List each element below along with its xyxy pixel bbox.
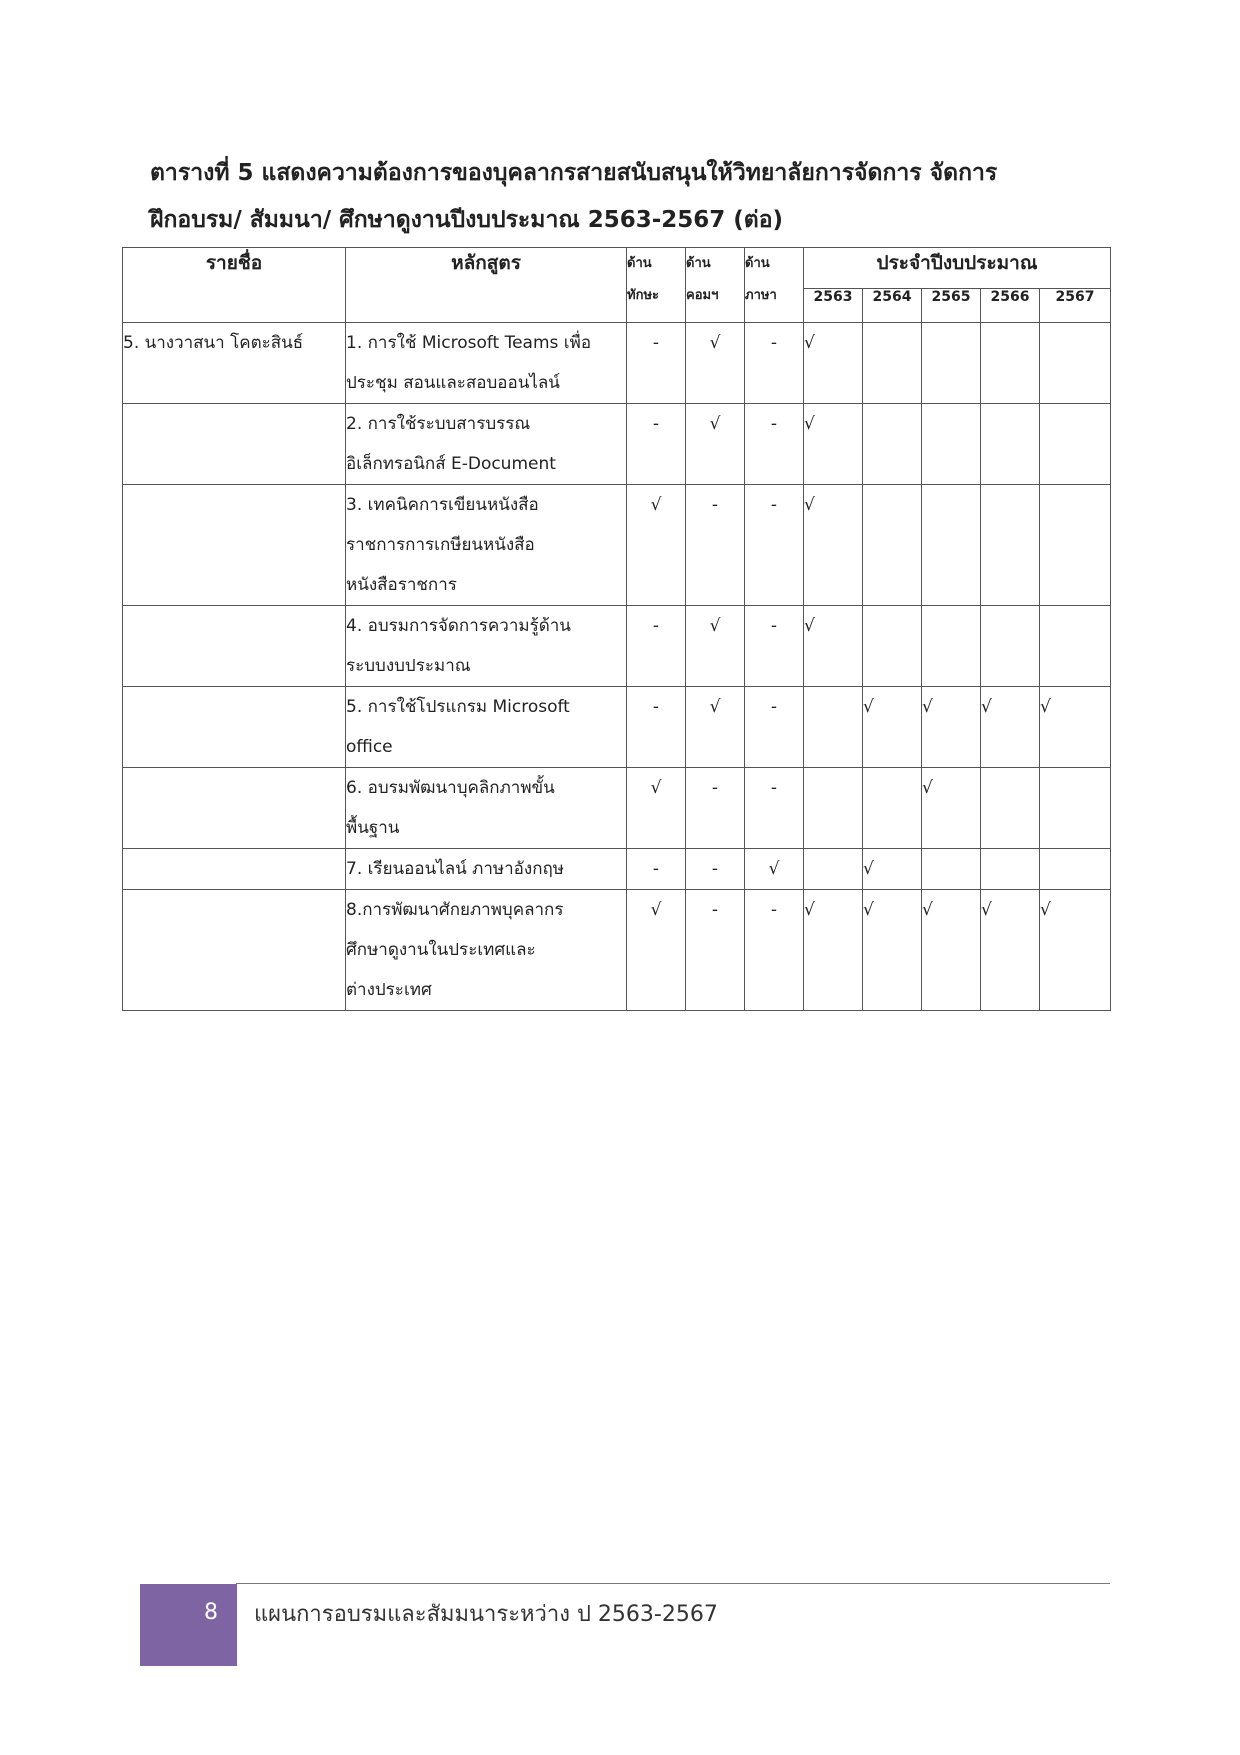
title-line-1: ตารางที่ 5 แสดงความต้องการของบุคลากรสายสนับสนุนให้วิทยาลัยการจัดการ จัดการ [150,160,998,186]
course-cell [346,687,627,768]
person-name-cell [123,768,346,849]
computer-mark-cell: √ [686,606,745,687]
footer-page-number: 8 [204,1600,218,1625]
year-mark-cell: √ [922,890,981,1011]
header-year: 2565 [922,289,981,323]
skill-mark-cell: √ [627,768,686,849]
header-course: หลักสูตร [346,248,627,323]
year-mark-cell [863,323,922,404]
table-row [123,890,1111,1011]
course-line: ระบบงบประมาณ [346,656,471,676]
table-row [123,687,1111,768]
year-mark-cell: √ [981,687,1040,768]
header-name: รายชื่อ [123,248,346,323]
course-cell [346,768,627,849]
language-mark-cell: - [745,404,804,485]
year-mark-cell [1040,404,1111,485]
year-mark-cell [981,323,1040,404]
course-line: ราชการการเกษียนหนังสือ [346,535,535,555]
year-mark-cell [981,606,1040,687]
course-line: ต่างประเทศ [346,980,432,1000]
person-name-cell: 5. นางวาสนา โคตะสินธ์ [123,323,346,404]
course-line: 3. เทคนิคการเขียนหนังสือ [346,495,539,515]
language-mark-cell: - [745,687,804,768]
language-mark-cell: √ [745,849,804,890]
skill-mark-cell: - [627,849,686,890]
year-mark-cell: √ [804,485,863,606]
computer-mark-cell: - [686,485,745,606]
skill-mark-cell: - [627,323,686,404]
course-line: 7. เรียนออนไลน์ ภาษาอังกฤษ [346,859,564,879]
header-language: ด้าน ภาษา [745,248,804,323]
year-mark-cell [922,606,981,687]
header-year: 2564 [863,289,922,323]
year-mark-cell [922,485,981,606]
computer-mark-cell: √ [686,323,745,404]
language-mark-cell: - [745,890,804,1011]
year-mark-cell: √ [804,606,863,687]
person-name-cell [123,485,346,606]
year-mark-cell [981,404,1040,485]
language-mark-cell: - [745,485,804,606]
computer-mark-cell: - [686,768,745,849]
year-mark-cell: √ [922,687,981,768]
person-name-cell [123,606,346,687]
course-cell [346,485,627,606]
page-title [150,150,1110,244]
course-line: office [346,737,393,757]
year-mark-cell [922,404,981,485]
header-year: 2566 [981,289,1040,323]
table-row [123,606,1111,687]
course-line: ศึกษาดูงานในประเทศและ [346,940,536,960]
course-line: พื้นฐาน [346,818,400,838]
footer-rule [236,1583,1110,1584]
year-mark-cell [863,606,922,687]
header-computer: ด้าน คอมฯ [686,248,745,323]
year-mark-cell [863,485,922,606]
year-mark-cell [804,768,863,849]
course-line: 8.การพัฒนาศักยภาพบุคลากร [346,900,564,920]
year-mark-cell [804,849,863,890]
year-mark-cell [922,849,981,890]
year-mark-cell: √ [1040,687,1111,768]
year-mark-cell: √ [804,323,863,404]
table-row [123,404,1111,485]
table-row [123,849,1111,890]
language-mark-cell: - [745,768,804,849]
footer-page-box [140,1584,237,1666]
course-line: หนังสือราชการ [346,575,457,595]
computer-mark-cell: √ [686,687,745,768]
course-line: 1. การใช้ Microsoft Teams เพื่อ [346,333,592,353]
table-row [123,768,1111,849]
year-mark-cell [922,323,981,404]
skill-mark-cell: - [627,404,686,485]
year-mark-cell [863,768,922,849]
training-plan-table [122,247,1111,1011]
year-mark-cell [804,687,863,768]
title-line-2: ฝึกอบรม/ สัมมนา/ ศึกษาดูงานปีงบประมาณ 2563-2567 (ต่อ) [150,207,784,233]
year-mark-cell [981,485,1040,606]
person-name-cell [123,849,346,890]
year-mark-cell: √ [863,687,922,768]
language-mark-cell: - [745,323,804,404]
course-line: 2. การใช้ระบบสารบรรณ [346,414,531,434]
person-name-cell [123,404,346,485]
skill-mark-cell: - [627,606,686,687]
header-year: 2567 [1040,289,1111,323]
computer-mark-cell: √ [686,404,745,485]
year-mark-cell [1040,323,1111,404]
course-line: อิเล็กทรอนิกส์ E-Document [346,454,556,474]
table-row [123,485,1111,606]
year-mark-cell: √ [863,849,922,890]
footer-document-title: แผนการอบรมและสัมมนาระหว่าง ป 2563-2567 [254,1602,718,1627]
skill-mark-cell: - [627,687,686,768]
course-cell [346,606,627,687]
year-mark-cell [1040,849,1111,890]
year-mark-cell: √ [863,890,922,1011]
person-name-cell [123,890,346,1011]
year-mark-cell [1040,768,1111,849]
course-line: 5. การใช้โปรแกรม Microsoft [346,697,570,717]
header-budget-year: ประจำปีงบประมาณ [804,248,1111,289]
year-mark-cell [981,768,1040,849]
year-mark-cell [1040,606,1111,687]
language-mark-cell: - [745,606,804,687]
year-mark-cell [863,404,922,485]
table-row [123,323,1111,404]
year-mark-cell: √ [981,890,1040,1011]
year-mark-cell: √ [1040,890,1111,1011]
course-line: 4. อบรมการจัดการความรู้ด้าน [346,616,571,636]
year-mark-cell [1040,485,1111,606]
course-cell [346,404,627,485]
year-mark-cell: √ [804,404,863,485]
course-cell [346,890,627,1011]
year-mark-cell [981,849,1040,890]
year-mark-cell: √ [922,768,981,849]
skill-mark-cell: √ [627,485,686,606]
course-cell [346,849,627,890]
skill-mark-cell: √ [627,890,686,1011]
header-year: 2563 [804,289,863,323]
computer-mark-cell: - [686,849,745,890]
course-line: ประชุม สอนและสอบออนไลน์ [346,373,560,393]
person-name-cell [123,687,346,768]
year-mark-cell: √ [804,890,863,1011]
course-cell [346,323,627,404]
course-line: 6. อบรมพัฒนาบุคลิกภาพขั้น [346,778,555,798]
computer-mark-cell: - [686,890,745,1011]
header-skill: ด้าน ทักษะ [627,248,686,323]
